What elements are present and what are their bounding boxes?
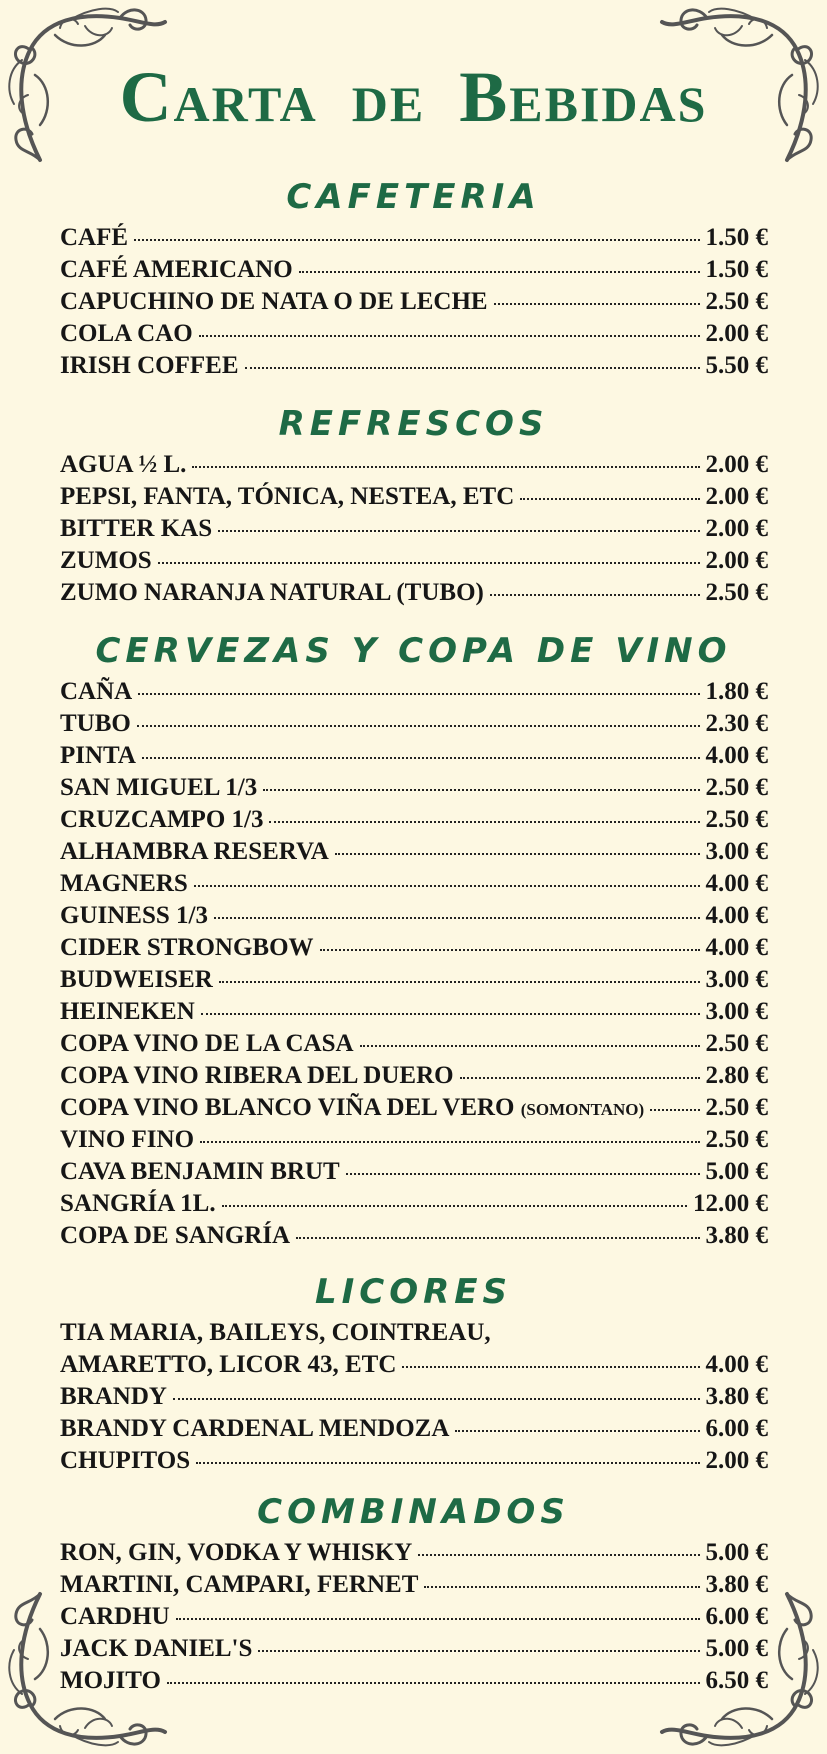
dot-leader — [194, 885, 700, 887]
menu-item — [60, 222, 768, 254]
dot-leader — [424, 1586, 699, 1588]
menu-item — [60, 1633, 768, 1665]
item-name: CAÑA — [60, 678, 133, 705]
item-name: COPA VINO RIBERA DEL DUERO — [60, 1062, 454, 1089]
item-price: 4.00 € — [705, 870, 768, 897]
item-price: 1.80 € — [705, 678, 768, 705]
dot-leader — [192, 466, 699, 468]
menu-item — [60, 1413, 768, 1445]
section-list-cafeteria — [60, 222, 768, 382]
menu-item — [60, 449, 768, 481]
menu-item — [60, 708, 768, 740]
dot-leader — [245, 367, 700, 369]
dot-leader — [218, 530, 699, 532]
section-title-cervezas: CERVEZAS Y COPA DE VINO — [95, 631, 732, 671]
menu-title: Carta de Bebidas — [119, 57, 708, 137]
item-name: TIA MARIA, BAILEYS, COINTREAU, — [60, 1319, 491, 1346]
menu-item — [60, 1445, 768, 1477]
item-price: 2.50 € — [705, 1030, 768, 1057]
menu-item — [60, 996, 768, 1028]
dot-leader — [418, 1554, 699, 1556]
dot-leader — [299, 271, 700, 273]
item-name — [60, 1092, 644, 1126]
item-name: RON, GIN, VODKA Y WHISKY — [60, 1539, 413, 1566]
dot-leader — [199, 335, 700, 337]
menu-item — [60, 577, 768, 609]
item-name: COPA DE SANGRÍA — [60, 1222, 291, 1249]
dot-leader — [176, 1618, 700, 1620]
dot-leader — [269, 821, 699, 823]
dot-leader — [137, 725, 700, 727]
item-name: BITTER KAS — [60, 515, 213, 542]
menu-item — [60, 1537, 768, 1569]
item-price: 1.50 € — [705, 224, 768, 251]
menu-item — [60, 1060, 768, 1092]
item-price: 6.00 € — [705, 1603, 768, 1630]
menu-item — [60, 481, 768, 513]
menu-item — [60, 286, 768, 318]
item-price: 2.00 € — [705, 320, 768, 347]
menu-item — [60, 545, 768, 577]
dot-leader — [196, 1462, 699, 1464]
item-price: 6.50 € — [705, 1667, 768, 1694]
item-price: 4.00 € — [705, 1351, 768, 1378]
item-price: 4.00 € — [705, 902, 768, 929]
item-price: 5.00 € — [705, 1539, 768, 1566]
item-name-text: COPA VINO BLANCO VIÑA DEL VERO — [60, 1094, 515, 1121]
menu-item — [60, 318, 768, 350]
item-price: 12.00 € — [693, 1190, 768, 1217]
menu-item — [60, 1317, 768, 1349]
item-price: 3.80 € — [705, 1383, 768, 1410]
dot-leader — [263, 789, 699, 791]
item-price: 3.00 € — [705, 838, 768, 865]
item-name: JACK DANIEL'S — [60, 1635, 253, 1662]
item-name: GUINESS 1/3 — [60, 902, 208, 929]
item-name: ALHAMBRA RESERVA — [60, 838, 329, 865]
dot-leader — [460, 1077, 700, 1079]
menu-item — [60, 1028, 768, 1060]
item-name: CAFÉ AMERICANO — [60, 256, 293, 283]
section-list-refrescos — [60, 449, 768, 609]
item-name: BUDWEISER — [60, 966, 213, 993]
dot-leader — [258, 1650, 699, 1652]
item-name: CIDER STRONGBOW — [60, 934, 314, 961]
menu-item — [60, 350, 768, 382]
section-title-combinados: COMBINADOS — [257, 1492, 570, 1532]
dot-leader — [494, 303, 700, 305]
menu-item — [60, 740, 768, 772]
item-price: 2.00 € — [705, 515, 768, 542]
dot-leader — [455, 1430, 699, 1432]
item-price: 6.00 € — [705, 1415, 768, 1442]
item-name: HEINEKEN — [60, 998, 195, 1025]
menu-item — [60, 1569, 768, 1601]
item-price: 5.50 € — [705, 352, 768, 379]
item-price: 2.00 € — [705, 547, 768, 574]
item-name: COLA CAO — [60, 320, 193, 347]
menu-item — [60, 1124, 768, 1156]
dot-leader — [490, 594, 700, 596]
dot-leader — [320, 949, 700, 951]
item-price: 3.80 € — [705, 1222, 768, 1249]
menu-item — [60, 254, 768, 286]
dot-leader — [335, 853, 700, 855]
menu-item — [60, 676, 768, 708]
item-name: AGUA ½ L. — [60, 451, 187, 478]
dot-leader — [520, 498, 699, 500]
item-name: CAFÉ — [60, 224, 129, 251]
item-name: CHUPITOS — [60, 1447, 191, 1474]
item-price: 2.50 € — [705, 288, 768, 315]
item-name: SANGRÍA 1L. — [60, 1190, 216, 1217]
menu-item — [60, 1665, 768, 1697]
item-name: MAGNERS — [60, 870, 188, 897]
item-price: 2.00 € — [705, 1447, 768, 1474]
item-name: CARDHU — [60, 1603, 170, 1630]
menu-item — [60, 900, 768, 932]
menu-item — [60, 1156, 768, 1188]
item-name: BRANDY — [60, 1383, 167, 1410]
dot-leader — [402, 1366, 699, 1368]
item-price: 5.00 € — [705, 1635, 768, 1662]
menu-item — [60, 836, 768, 868]
item-name: COPA VINO DE LA CASA — [60, 1030, 354, 1057]
dot-leader — [296, 1237, 699, 1239]
section-title-cafeteria: CAFETERIA — [286, 177, 541, 217]
section-list-combinados — [60, 1537, 768, 1697]
item-name: TUBO — [60, 710, 131, 737]
item-name: PINTA — [60, 742, 136, 769]
menu-item — [60, 1092, 768, 1124]
item-name: CRUZCAMPO 1/3 — [60, 806, 264, 833]
item-name: SAN MIGUEL 1/3 — [60, 774, 258, 801]
item-name: MOJITO — [60, 1667, 161, 1694]
item-price: 1.50 € — [705, 256, 768, 283]
dot-leader — [214, 917, 700, 919]
menu-item — [60, 1601, 768, 1633]
section-title-licores: LICORES — [314, 1272, 513, 1312]
item-price: 3.00 € — [705, 966, 768, 993]
dot-leader — [167, 1682, 700, 1684]
menu-item — [60, 772, 768, 804]
dot-leader — [200, 1141, 699, 1143]
item-note: (SOMONTANO) — [520, 1100, 645, 1119]
menu-item — [60, 932, 768, 964]
item-price: 4.00 € — [705, 742, 768, 769]
menu-item — [60, 964, 768, 996]
dot-leader — [222, 1205, 687, 1207]
menu-item — [60, 1381, 768, 1413]
section-title-refrescos: REFRESCOS — [278, 404, 549, 444]
menu-item — [60, 804, 768, 836]
section-list-cervezas — [60, 676, 768, 1252]
item-name: BRANDY CARDENAL MENDOZA — [60, 1415, 450, 1442]
item-price: 5.00 € — [705, 1158, 768, 1185]
item-price: 3.80 € — [705, 1571, 768, 1598]
dot-leader — [173, 1398, 700, 1400]
menu-item — [60, 1349, 768, 1381]
item-price: 3.00 € — [705, 998, 768, 1025]
item-name: PEPSI, FANTA, TÓNICA, NESTEA, ETC — [60, 483, 515, 510]
item-price: 2.80 € — [705, 1062, 768, 1089]
item-price: 2.50 € — [705, 1094, 768, 1121]
item-name: ZUMO NARANJA NATURAL (TUBO) — [60, 579, 484, 606]
item-price: 2.50 € — [705, 579, 768, 606]
dot-leader — [360, 1045, 700, 1047]
menu-item — [60, 513, 768, 545]
item-name: IRISH COFFEE — [60, 352, 239, 379]
menu-item — [60, 1188, 768, 1220]
dot-leader — [138, 693, 699, 695]
dot-leader — [219, 981, 700, 983]
item-price: 2.50 € — [705, 1126, 768, 1153]
item-name: CAPUCHINO DE NATA O DE LECHE — [60, 288, 488, 315]
item-name: ZUMOS — [60, 547, 152, 574]
item-name: AMARETTO, LICOR 43, ETC — [60, 1351, 397, 1378]
dot-leader — [201, 1013, 700, 1015]
item-price: 4.00 € — [705, 934, 768, 961]
dot-leader — [650, 1109, 699, 1111]
dot-leader — [142, 757, 700, 759]
item-price: 2.50 € — [705, 806, 768, 833]
item-price: 2.50 € — [705, 774, 768, 801]
item-name: VINO FINO — [60, 1126, 195, 1153]
item-name: MARTINI, CAMPARI, FERNET — [60, 1571, 419, 1598]
item-price: 2.00 € — [705, 483, 768, 510]
item-name: CAVA BENJAMIN BRUT — [60, 1158, 340, 1185]
dot-leader — [158, 562, 700, 564]
dot-leader — [134, 239, 699, 241]
item-price: 2.00 € — [705, 451, 768, 478]
section-list-licores — [60, 1317, 768, 1477]
dot-leader — [346, 1173, 700, 1175]
item-price: 2.30 € — [705, 710, 768, 737]
menu-item — [60, 1220, 768, 1252]
menu-item — [60, 868, 768, 900]
